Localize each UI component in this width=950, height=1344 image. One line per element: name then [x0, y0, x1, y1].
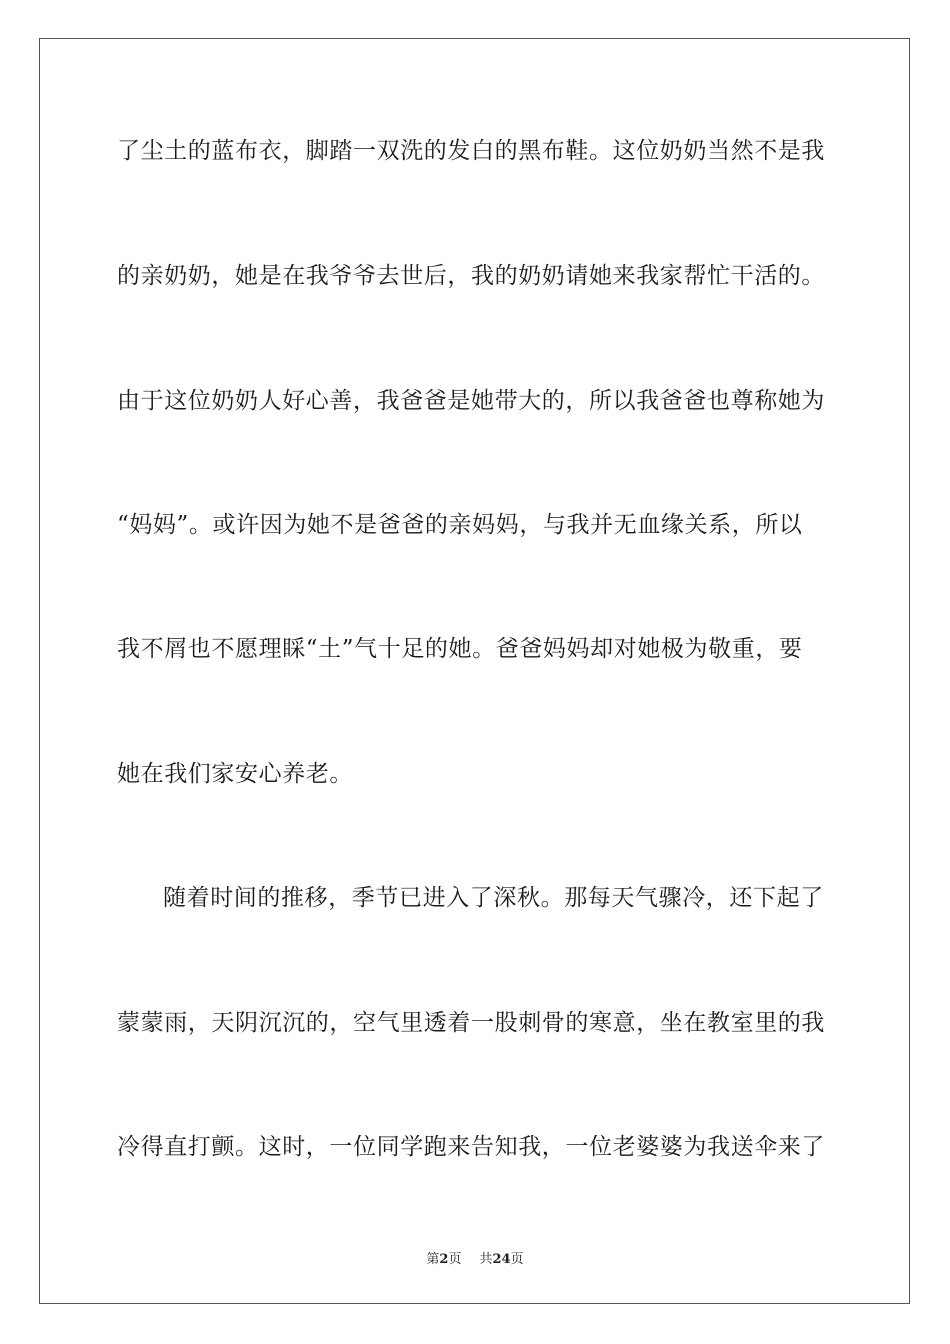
total-pages: 24: [492, 1252, 511, 1267]
text-line-8: 蒙蒙雨，天阴沉沉的，空气里透着一股刺骨的寒意，坐在教室里的我: [117, 1010, 825, 1036]
text-line-2: 的亲奶奶，她是在我爷爷去世后，我的奶奶请她来我家帮忙干活的。: [117, 263, 825, 289]
page-label-suffix: 页: [448, 1252, 462, 1267]
text-line-6: 她在我们家安心养老。: [117, 761, 353, 787]
page-footer: [0, 1248, 950, 1267]
page-border: [39, 38, 910, 1304]
text-line-3: 由于这位奶奶人好心善，我爸爸是她带大的，所以我爸爸也尊称她为: [117, 388, 825, 414]
total-label-prefix: 共: [479, 1252, 493, 1267]
text-line-1: 了尘土的蓝布衣，脚踏一双洗的发白的黑布鞋。这位奶奶当然不是我: [117, 138, 825, 164]
page-number: 2: [439, 1252, 449, 1267]
page-label-prefix: 第: [426, 1252, 440, 1267]
total-label-suffix: 页: [510, 1252, 524, 1267]
text-line-9: 冷得直打颤。这时，一位同学跑来告知我，一位老婆婆为我送伞来了: [117, 1134, 825, 1160]
text-line-4: “妈妈”。或许因为她不是爸爸的亲妈妈，与我并无血缘关系，所以: [117, 512, 803, 538]
text-line-7-paragraph-start: 随着时间的推移，季节已进入了深秋。那每天气骤冷，还下起了: [163, 885, 824, 911]
text-line-5: 我不屑也不愿理睬“土”气十足的她。爸爸妈妈却对她极为敬重，要: [117, 636, 803, 662]
